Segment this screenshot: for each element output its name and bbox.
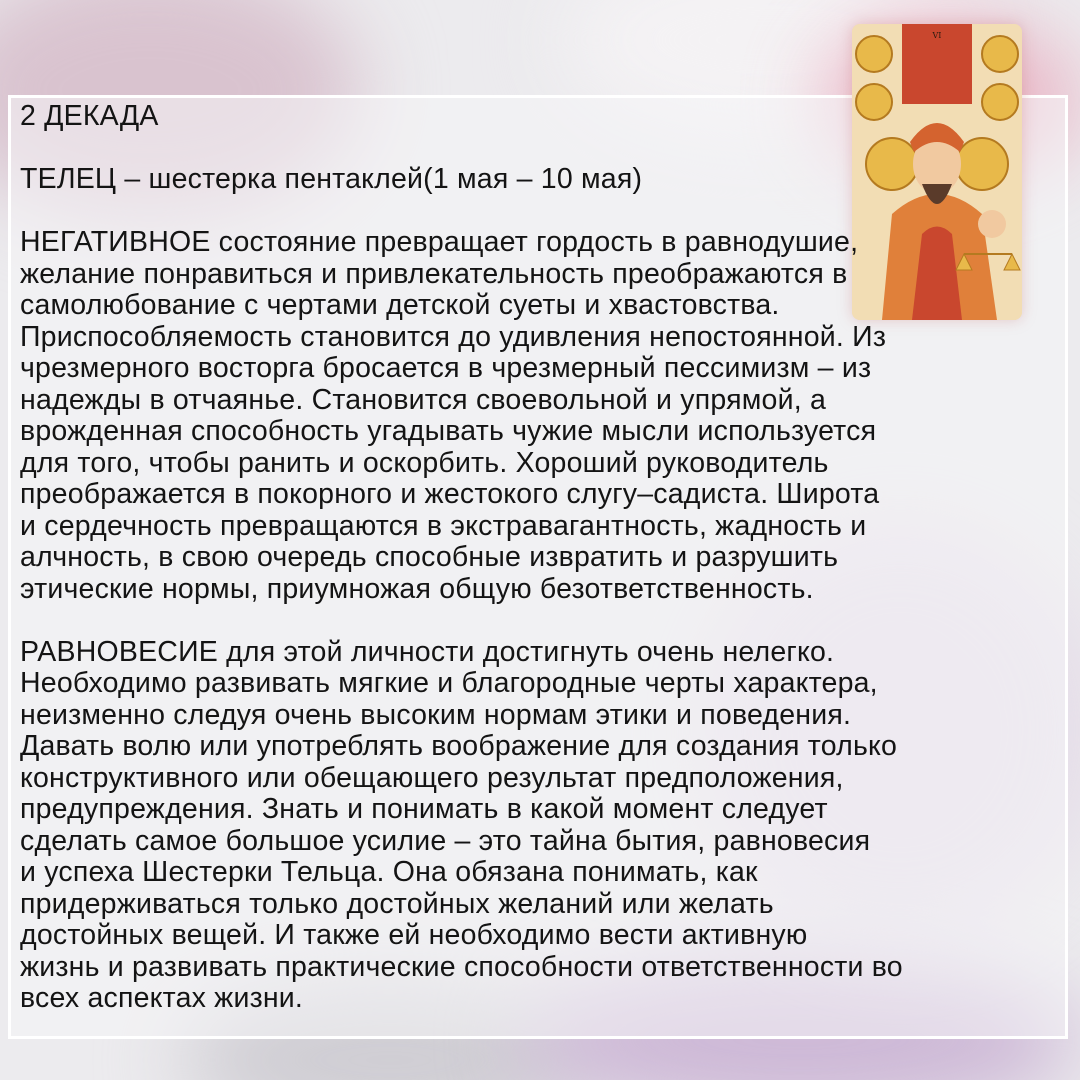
paragraph-line: неизменно следуя очень высоким нормам этики и поведения.	[20, 698, 852, 731]
balance-paragraph	[20, 637, 1060, 1015]
paragraph-line: РАВНОВЕСИЕ для этой личности достигнуть очень нелегко.	[20, 635, 835, 668]
paragraph-line: надежды в отчаянье. Становится своевольной и упрямой, а	[20, 383, 826, 416]
paragraph-line: преображается в покорного и жестокого слугу–садиста. Широта	[20, 478, 880, 510]
paragraph-line: сделать самое большое усилие – это тайна бытия, равновесия	[20, 824, 871, 857]
paragraph-line: Давать волю или употреблять воображение для создания только	[20, 730, 898, 762]
paragraph-line: достойных вещей. И также ей необходимо вести активную	[20, 919, 808, 951]
paragraph-line: чрезмерного восторга бросается в чрезмерный пессимизм – из	[20, 352, 872, 384]
paragraph-line: врожденная способность угадывать чужие мысли используется	[20, 415, 877, 447]
paragraph-line: самолюбование с чертами детской суеты и хвастовства.	[20, 289, 780, 321]
spacer	[20, 133, 1060, 165]
paragraph-line: Приспособляемость становится до удивления непостоянной. Из	[20, 320, 887, 353]
paragraph-line: предупреждения. Знать и понимать в какой момент следует	[20, 793, 828, 825]
sign-heading: ТЕЛЕЦ – шестерка пентаклей(1 мая – 10 мая)	[20, 163, 643, 195]
paragraph-line: и сердечность превращаются в экстравагантность, жадность и	[20, 509, 867, 542]
paragraph-line: жизнь и развивать практические способности ответственности во	[20, 950, 903, 983]
paragraph-line: и успеха Шестерки Тельца. Она обязана понимать, как	[20, 856, 758, 888]
paragraph-line: Необходимо развивать мягкие и благородные черты характера,	[20, 667, 878, 699]
paragraph-line: алчность, в свою очередь способные извратить и разрушить	[20, 541, 839, 573]
paragraph-line: желание понравиться и привлекательность преображаются в	[20, 257, 848, 290]
negative-paragraph	[20, 227, 1060, 605]
paragraph-line: этические нормы, приумножая общую безответственность.	[20, 572, 814, 605]
spacer	[20, 196, 1060, 228]
paragraph-line: придерживаться только достойных желаний или желать	[20, 887, 774, 920]
card-numeral: VI	[932, 31, 942, 40]
spacer	[20, 605, 1060, 637]
paragraph-line: всех аспектах жизни.	[20, 982, 304, 1014]
paragraph-line: для того, чтобы ранить и оскорбить. Хороший руководитель	[20, 446, 829, 479]
main-text	[20, 101, 1060, 1015]
decade-heading: 2 ДЕКАДА	[20, 100, 159, 132]
paragraph-line: НЕГАТИВНОЕ состояние превращает гордость в равнодушие,	[20, 226, 859, 258]
paragraph-line: конструктивного или обещающего результат предположения,	[20, 761, 844, 794]
